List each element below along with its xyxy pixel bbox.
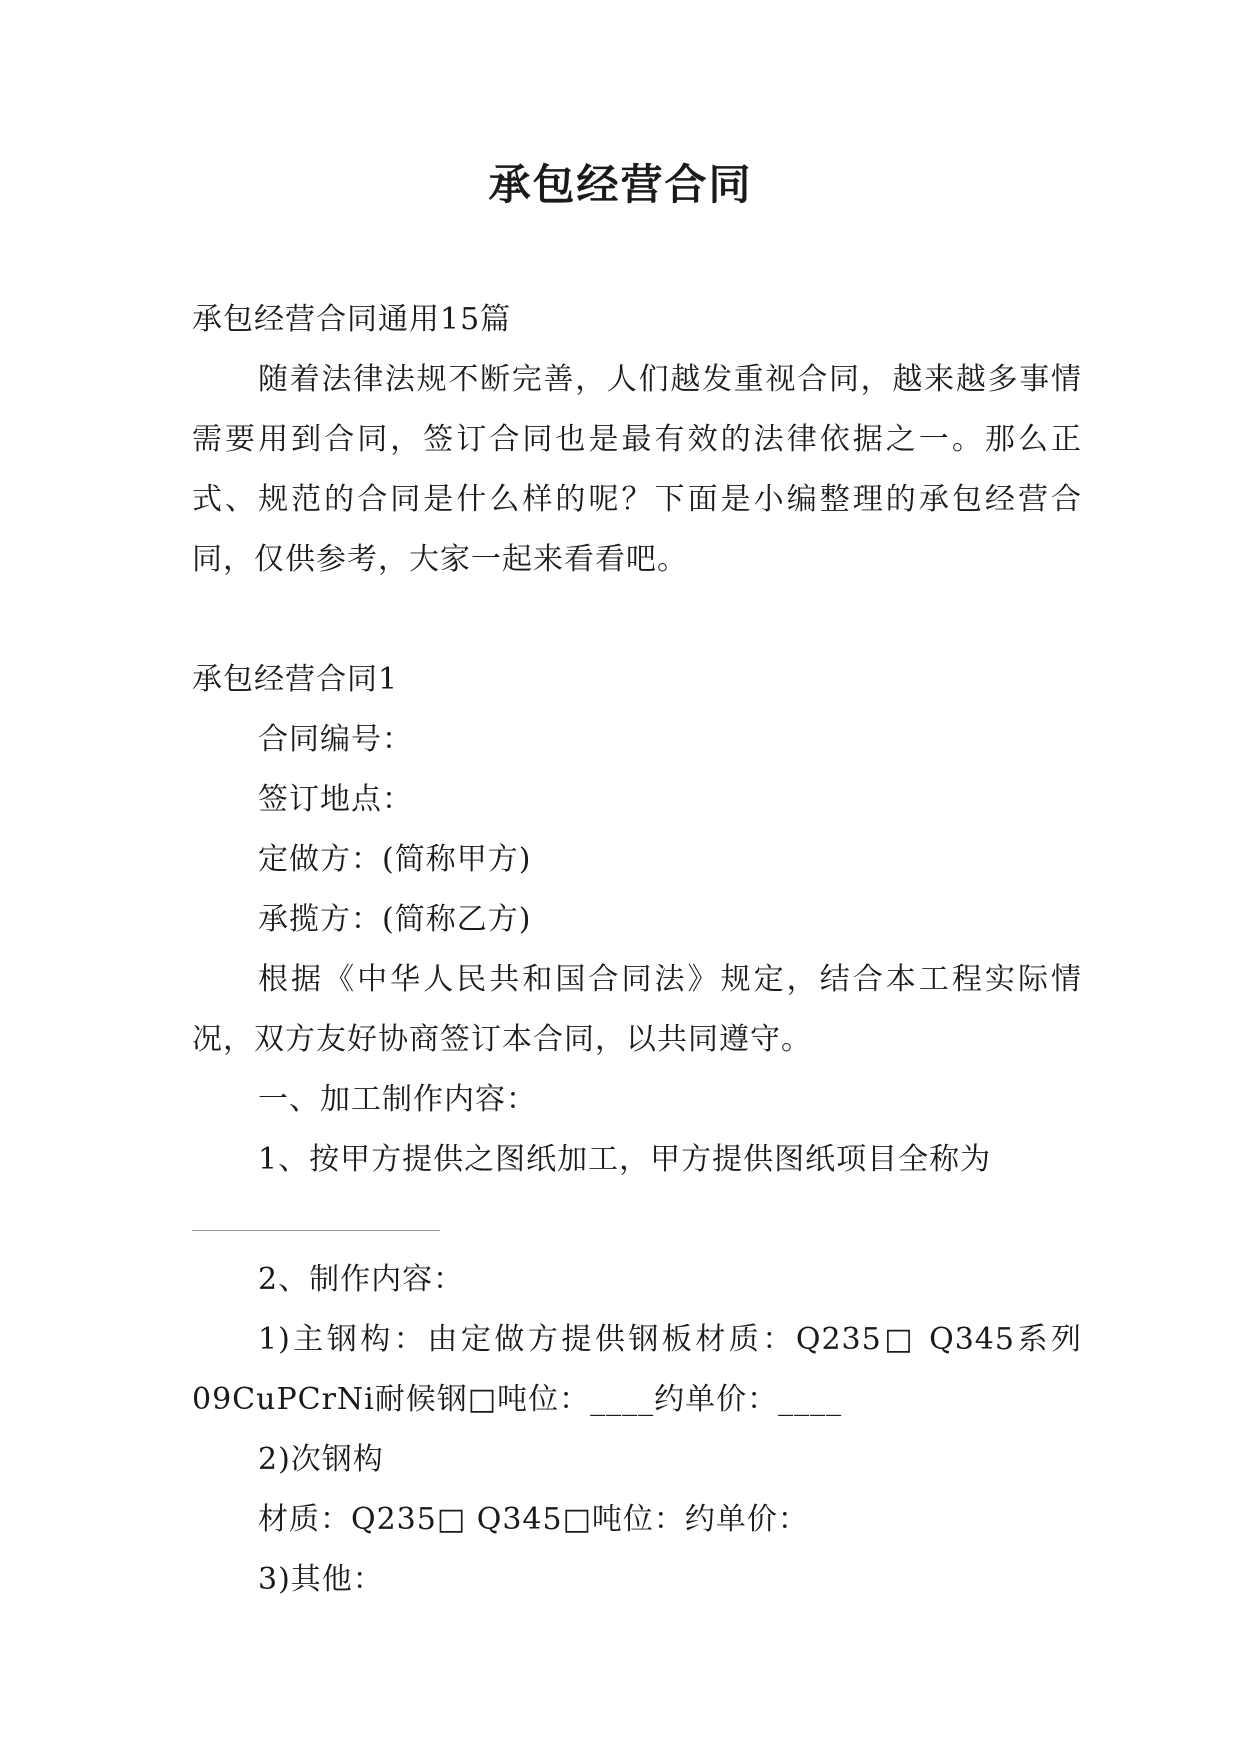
party-a-field: 定做方：(简称甲方) xyxy=(258,842,532,877)
party-b-field: 承揽方：(简称乙方) xyxy=(258,902,532,937)
basis-paragraph: 根据《中华人民共和国合同法》规定，结合本工程实际情况，双方友好协商签订本合同，以共同遵守。 xyxy=(192,962,1082,1057)
clause-2: 2、制作内容： xyxy=(258,1262,465,1297)
project-name-blank xyxy=(192,1190,1082,1250)
spacer xyxy=(192,590,1082,650)
document-body xyxy=(192,290,1082,1610)
document-title: 承包经营合同 xyxy=(488,160,753,209)
contract-number-field: 合同编号： xyxy=(258,722,413,757)
clause-1: 1、按甲方提供之图纸加工，甲方提供图纸项目全称为 xyxy=(258,1142,992,1177)
secondary-steel-material: 材质：Q235□ Q345□吨位：约单价： xyxy=(258,1502,809,1537)
signing-location-field: 签订地点： xyxy=(258,782,413,817)
document-subtitle: 承包经营合同通用15篇 xyxy=(192,302,512,337)
clause-heading: 一、加工制作内容： xyxy=(258,1082,537,1117)
secondary-steel-item: 2)次钢构 xyxy=(258,1442,384,1477)
section-title: 承包经营合同1 xyxy=(192,662,399,697)
intro-paragraph: 随着法律法规不断完善，人们越发重视合同，越来越多事情需要用到合同，签订合同也是最有效的法律依据之一。那么正式、规范的合同是什么样的呢？下面是小编整理的承包经营合同，仅供参考，大家一起来看看吧。 xyxy=(192,362,1082,577)
main-steel-item: 1)主钢构：由定做方提供钢板材质：Q235□ Q345系列09CuPCrNi耐候钢□吨位：____约单价：____ xyxy=(192,1322,1082,1417)
other-item: 3)其他： xyxy=(258,1562,384,1597)
blank-underline xyxy=(192,1230,440,1231)
